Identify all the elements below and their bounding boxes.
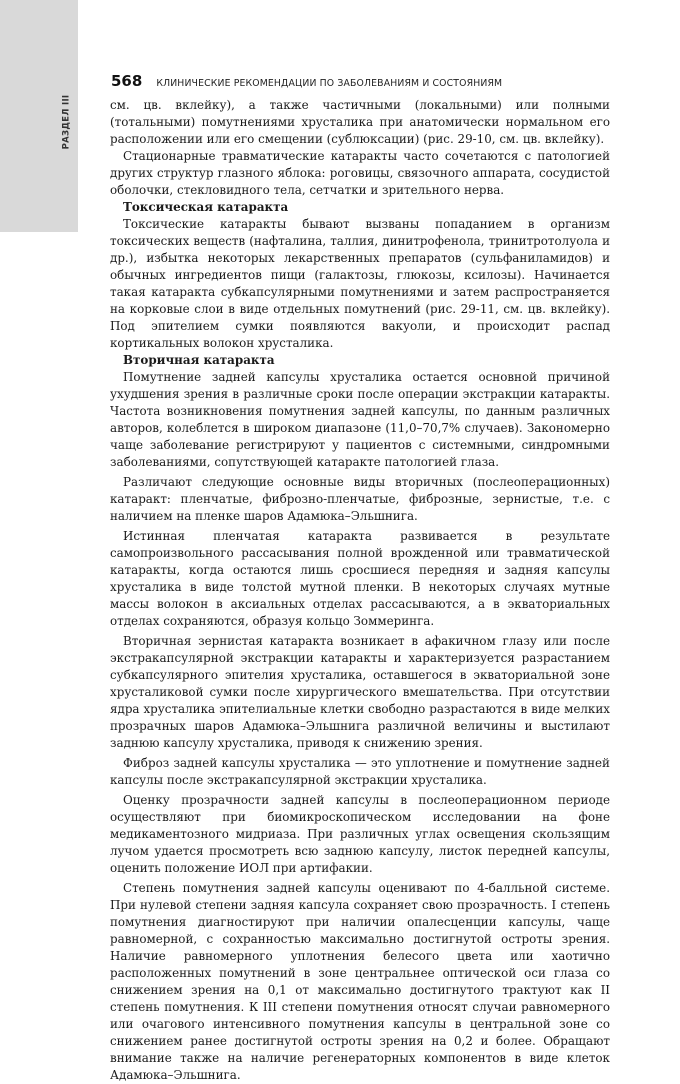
page-number: 568 bbox=[111, 72, 143, 90]
running-title: КЛИНИЧЕСКИЕ РЕКОМЕНДАЦИИ ПО ЗАБОЛЕВАНИЯМ И СОСТОЯНИЯМ bbox=[156, 78, 503, 89]
section-label-text: РАЗДЕЛ III bbox=[61, 94, 72, 150]
paragraph: Помутнение задней капсулы хрусталика остается основной причиной ухудшения зрения в различные сроки после операции экстракции катаракты. Частота возникновения помутнения задней капсулы, по данным различных авторов, колеблется в широком диапазоне (11,0–70,7% случаев). Закономерно чаще заболевание регистрируют у пациентов с системными, синдромными заболеваниями, сопутствующей катаракте патологией глаза. bbox=[110, 370, 610, 469]
paragraph: Степень помутнения задней капсулы оценивают по 4-балльной системе. При нулевой степени задняя капсула сохраняет свою прозрачность. I степень помутнения диагностируют при наличии опалесценции капсулы, чаще равномерной, с сохранностью максимально достигнутой остроты зрения. Наличие равномерного уплотнения белесого цвета или хаотично расположенных помутнений в зоне центральнее оптической оси глаза со снижением зрения на 0,1 от максимально достигнутого трактуют как II степень помутнения. К III степени помутнения относят случаи равномерного или очагового интенсивного помутнения капсулы в центральной зоне со снижением ранее достигнутой остроты зрения на 0,2 и более. Обращают внимание также на наличие регенераторных компонентов в виде клеток Адамюка–Эльшнига. bbox=[110, 881, 610, 1082]
paragraph: см. цв. вклейку), а также частичными (локальными) или полными (тотальными) помутнениями хрусталика при анатомически нормальном его расположении или его смещении (сублюксации) (рис. 29-10, см. цв. вклейку). bbox=[110, 98, 610, 146]
paragraph: Вторичная зернистая катаракта возникает в афакичном глазу или после экстракапсулярной экстракции катаракты и характеризуется разрастанием субкапсулярного эпителия хрусталика, оставшегося в экваториальной зоне хрусталиковой сумки после хирургического вмешательства. При отсутствии ядра хрусталика эпителиальные клетки свободно разрастаются в виде мелких прозрачных шаров Адамюка–Эльшнига различной величины и выстилают заднюю капсулу хрусталика, приводя к снижению зрения. bbox=[110, 634, 610, 750]
paragraph: Фиброз задней капсулы хрусталика — это уплотнение и помутнение задней капсулы после экстракапсулярной экстракции хрусталика. bbox=[110, 756, 610, 787]
paragraph: Токсические катаракты бывают вызваны попаданием в организм токсических веществ (нафталина, таллия, динитрофенола, тринитротолуола и др.), избытка некоторых лекарственных препаратов (сульфаниламидов) и обычных ингредиентов пищи (галактозы, глюкозы, ксилозы). Начинается такая катаракта субкапсулярными помутнениями и затем распространяется на корковые слои в виде отдельных помутнений (рис. 29-11, см. цв. вклейку). Под эпителием сумки появляются вакуоли, и происходит распад кортикальных волокон хрусталика. bbox=[110, 217, 610, 350]
paragraph: Различают следующие основные виды вторичных (послеоперационных) катаракт: пленчатые, фиброзно-пленчатые, фиброзные, зернистые, т.е. с наличием на пленке шаров Адамюка–Эльшнига. bbox=[110, 475, 610, 523]
paragraph: Оценку прозрачности задней капсулы в послеоперационном периоде осуществляют при биомикроскопическом исследовании на фоне медикаментозного мидриаза. При различных углах освещения скользящим лучом удается просмотреть всю заднюю капсулу, листок передней капсулы, оценить положение ИОЛ при артифакии. bbox=[110, 793, 610, 875]
page-body bbox=[110, 97, 610, 1084]
section-heading: Токсическая катаракта bbox=[123, 200, 289, 214]
running-head bbox=[111, 72, 616, 90]
section-label bbox=[59, 94, 73, 150]
paragraph: Стационарные травматические катаракты часто сочетаются с патологией других структур глазного яблока: роговицы, связочного аппарата, сосудистой оболочки, стекловидного тела, сетчатки и зрительного нерва. bbox=[110, 149, 610, 197]
paragraph: Истинная пленчатая катаракта развивается в результате самопроизвольного рассасывания полной врожденной или травматической катаракты, когда остаются лишь сросшиеся передняя и задняя капсулы хрусталика в виде толстой мутной пленки. В некоторых случаях мутные массы волокон в аксиальных отделах рассасываются, а в экваториальных отделах сохраняются, образуя кольцо Зоммеринга. bbox=[110, 529, 610, 628]
section-heading: Вторичная катаракта bbox=[123, 353, 275, 367]
